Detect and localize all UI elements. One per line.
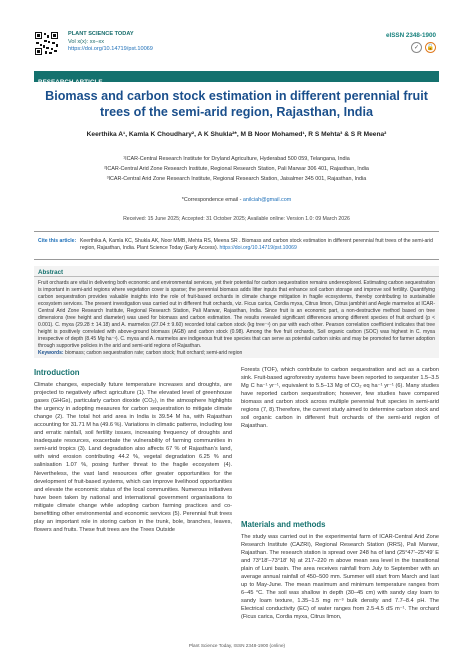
open-access-icon: 🔓 [425,42,436,53]
affiliation-2: ²ICAR-Central Arid Zone Research Institute, Regional Research Station, Pali Marwar 306 401, Rajasthan, India [104,166,369,172]
journal-info [68,31,153,54]
article-dates: Received: 15 June 2025; Accepted: 31 October 2025; Available online: Version 1.0: 09 March 2026 [123,216,350,222]
materials-text: The study was carried out in the experimental farm of ICAR-Central Arid Zone Research Institute (CAZRI), Regional Research Station (RRS), Pali Marwar, Rajasthan. The research station is spread over 248 ha of land (25°47′–25°49′ E and 73°18′–73°18′ N) at 217–220 m above mean sea level in the transitional plain of Luni basin. The area receives rainfall from July to September with an average annual rainfall of 450–500 mm. Summer will start from March and last up to May-June. The mean maximum and minimum temperature ranges from 6–45 °C. The soil was shallow in depth (30–45 cm) with sandy clay loam to sandy loam texture, 1.35–1.5 mg m⁻³ bulk density and 7.7–8.4 pH. The Electrical conductivity (EC) of water ranges from 2.5-4.5 dS m⁻¹. The orchard (Ficus carica, Cordia myxa, Citrus limon, [241,534,439,621]
journal-name: PLANT SCIENCE TODAY [68,31,134,37]
article-type-band [34,71,439,86]
crossmark-icon[interactable]: ✓ [411,42,422,53]
article-title: Biomass and carbon stock estimation in different perennial fruit trees of the semi-arid region, Rajasthan, India [45,89,428,119]
affiliation-1: ¹ICAR-Central Research Institute for Dryland Agriculture, Hyderabad 500 059, Telangana, India [123,156,350,162]
divider [34,259,439,260]
introduction-text: Climate changes, especially future temperature increases and droughts, are projected to negatively affect agriculture (1). The elevated level of greenhouse gases (GHGs), particularly carbon dioxide (CO₂), in the atmosphere highlights the urgency in adopting measures for carbon sequestration to mitigate climate change (2). The total hot arid area in India is 39.54 M ha, with Rajasthan accounting for 31.71 M ha (49.6 %). Variations in climatic patterns, including low and erratic rainfall, soil fertility issues, increasing frequency of droughts and inadequate resources, exacerbate the vulnerability of farming communities in semi-arid tropics (3). Land degradation also affects 67 % of Rajasthan's land, with wind erosion contributing 44.2 %, vegetal degradation 6.25 % and salinisation 1.07 %, posing further threat to the fragile ecosystem (4). Nevertheless, the vast land resources offer greater opportunities for the development of fruit-based systems, which can improve livelihood opportunities and elevate the economic status of the local communities. Numerous initiatives have been taken by national and international government organisations to mitigate climate change while adopting carbon farming practices and co-benefitting other environmental and economic services (5). Perennial fruit trees play an important role in storing carbon in the trunk, bole, branches, leaves, flowers and fruits. These fruit trees are the Trees Outside [34,382,232,533]
introduction-heading: Introduction [34,368,80,377]
article-type: RESEARCH ARTICLE [38,79,103,86]
cite-doi-link[interactable]: https://doi.org/10.14719/pst.10069 [219,245,297,252]
correspondence-label: *Correspondence email - [181,197,243,203]
keywords-text: biomass; carbon sequestration rate; carbon stock; fruit orchard; semi-arid region [63,350,243,356]
authors: Keerthika A¹, Kamla K Choudhary², A K Shukla²*, M B Noor Mohamed¹, R S Mehta³ & S R Meena² [86,131,387,138]
correspondence [34,197,439,203]
cite-label: Cite this article: [38,238,77,244]
badge-group [411,42,436,53]
qr-code-icon [34,31,59,56]
keywords-label: Keywords: [38,350,64,356]
abstract-text: Fruit orchards are vital in delivering both economic and environmental services, yet their potential for carbon sequestration remains underexplored. Estimating carbon sequestration is important in semi-arid regions where vegetation cover is sparse; the perennial biomass adds litter inputs that enhance soil carbon storage and improve soil fertility. Quantifying carbon sequestration provides valuable insights into the role of fruit-based orchards in climate change mitigation in fragile ecosystems, thereby contributing to sustainable ecosystem services. The present investigation was carried out in different fruit orchards, viz. Ficus carica, Cordia myxa, Citrus limon, Citrus jambhiri and Aegle marmelos at ICAR-Central Arid Zone Research Institute, Regional Research Station, Pali Marwar, Rajasthan, India. Since fruit is an economic part, a non-destructive method based on tree dimensions (tree height and diameter) was used for biomass and carbon estimation. The results revealed significant differences among different species of fruit orchard (p < 0.001). C. myxa (29.28 ± 14.18) and A. marmelos (27.04 ± 9.60) recorded total carbon stock (kg tree⁻¹) on par with each other. Pearson correlation coefficient indicates that tree height is positively correlated with above-ground biomass (AGB) and carbon stock (0.98). Among the five fruit orchards, Soil organic carbon (SOC) was highest in C. myxa irrespective of depth (8.45 Mg ha⁻¹). C. myxa and A. marmelos are indigenous fruit tree species that can serve as potential carbon sinks and may be promoted for farmer adoption through supportive policies in the arid and semi-arid regions of Rajasthan. [38,280,435,349]
page-footer: Plant Science Today, ISSN 2348-1900 (online) [188,643,286,648]
introduction-continued-text: Forests (TOF), which contribute to carbon sequestration and act as a carbon sink. Fruit-based agroforestry systems have been reported to sequester 1.5–3.5 Mg C ha⁻¹ yr⁻¹, equivalent to 5.5–13 Mg of CO₂ eq ha⁻¹ yr⁻¹ (6). Many studies have reported carbon sequestration; however, few studies have compared biomass and carbon stock across multiple perennial fruit species in semi-arid regions (7, 8).Therefore, the current study aimed to determine carbon stock and soil organic carbon in different fruit orchards of the semi-arid region of Rajasthan. [241,367,439,430]
divider [34,276,439,277]
affiliation-3: ³ICAR-Central Arid Zone Research Institute, Regional Research Station, Jaisalmer 345 001, Rajasthan, India [106,176,367,182]
journal-volume: Vol x(x): xx–xx [68,38,105,45]
keywords [38,350,435,356]
materials-heading: Materials and methods [241,520,326,529]
eissn: eISSN 2348-1900 [385,32,436,39]
citation-block [34,238,439,253]
correspondence-email[interactable]: anilciah@gmail.com [242,197,292,203]
divider [34,231,439,232]
doi-link[interactable]: https://doi.org/10.14719/pst.10069 [68,46,153,53]
abstract-heading: Abstract [38,269,64,276]
cite-text: Keerthika A, Kamla KC, Shukla AK, Noor MMB, Mehta RS, Meena SR . Biomass and carbon stock estimation in different perennial fruit trees of the semi-arid region, Rajasthan, India. Plant Science Today (Early Access). [80,238,433,252]
